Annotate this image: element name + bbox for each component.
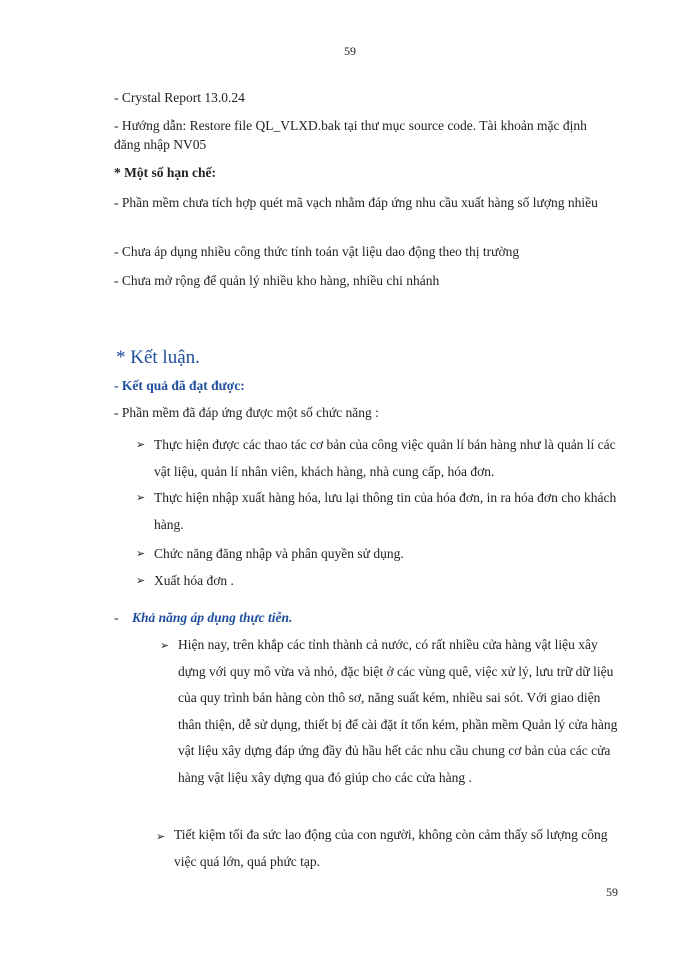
result-bullet: Thực hiện được các thao tác cơ bản của công việc quản lí bán hàng như là quản lí các vật liệu, quản lí nhân viên, khách hàng, nhà cung cấp, hóa đơn. [154,437,616,479]
applicability-bullet: Hiện nay, trên khắp các tỉnh thành cả nước, có rất nhiều cửa hàng vật liệu xây dựng với quy mô vừa và nhỏ, đặc biệt ở các vùng quê, việc xử lý, lưu trữ dữ liệu của quy trình bán hàng còn thô sơ, năng suất kém, nhiều sai sót. Với giao diện thân thiện, dễ sử dụng, thiết bị để cài đặt ít tốn kém, phần mềm Quản lý cửa hàng vật liệu xây dựng đáp ứng đầy đủ hầu hết các nhu cầu chung cơ bản của các cửa hàng vật liệu xây dựng qua đó giúp cho các cửa hàng . [178,637,618,785]
result-bullet: Chức năng đăng nhập và phân quyền sử dụng. [154,546,404,561]
results-heading: - Kết quả đã đạt được: [114,378,245,393]
applicability-dash: - [114,610,119,625]
limitation-item: - Chưa mở rộng để quản lý nhiều kho hàng, nhiều chi nhánh [114,273,440,288]
crystal-report-line: - Crystal Report 13.0.24 [114,90,245,105]
results-intro: - Phần mềm đã đáp ứng được một số chức năng : [114,405,379,420]
arrowhead-bullet-icon: ➢ [160,640,170,652]
arrowhead-bullet-icon: ➢ [136,548,146,560]
limitation-item: - Chưa áp dụng nhiều công thức tính toán vật liệu dao động theo thị trường [114,244,520,259]
header-page-number: 59 [344,44,356,58]
arrowhead-bullet-icon: ➢ [136,439,146,451]
arrowhead-bullet-icon: ➢ [156,831,166,843]
footer-page-number: 59 [606,885,618,899]
limitation-item: - Phần mềm chưa tích hợp quét mã vạch nhằm đáp ứng nhu cầu xuất hàng số lượng nhiều [114,195,598,210]
result-bullet: Xuất hóa đơn . [154,573,234,588]
arrowhead-bullet-icon: ➢ [136,492,146,504]
applicability-bullet: Tiết kiệm tối đa sức lao động của con người, không còn cảm thấy số lượng công việc quá lớn, quá phức tạp. [174,827,608,869]
arrowhead-bullet-icon: ➢ [136,575,146,587]
limitations-title: * Một số hạn chế: [114,165,216,180]
result-bullet: Thực hiện nhập xuất hàng hóa, lưu lại thông tin của hóa đơn, in ra hóa đơn cho khách hàng. [154,490,617,532]
conclusion-title: * Kết luận. [116,347,200,368]
applicability-heading: Khả năng áp dụng thực tiễn. [132,610,293,625]
guide-line: - Hướng dẫn: Restore file QL_VLXD.bak tại thư mục source code. Tài khoản mặc định đăng nhập NV05 [114,118,587,152]
